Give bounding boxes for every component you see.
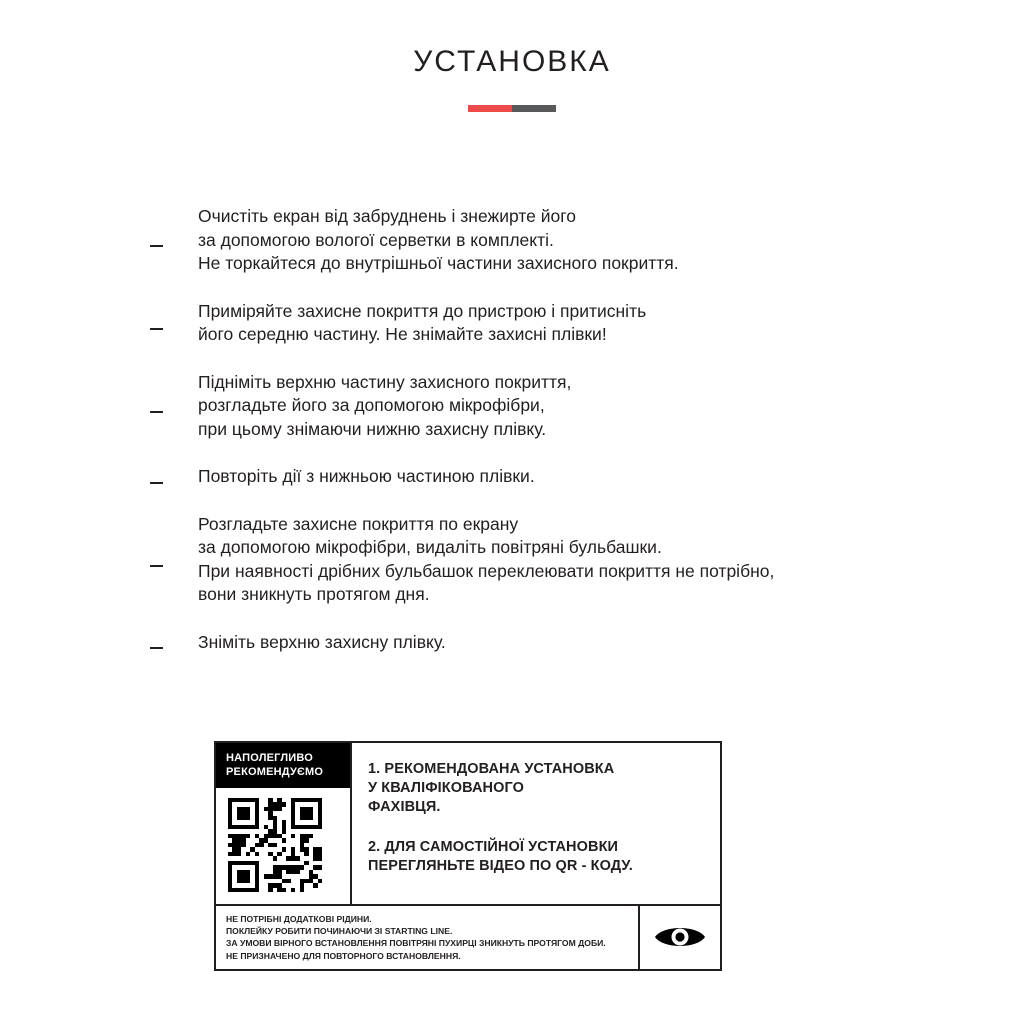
status-badge (216, 743, 350, 788)
recommendation-card (214, 741, 722, 971)
list-item (150, 371, 990, 442)
title-underline (468, 105, 556, 112)
step-line: його середню частину. Не знімайте захисні плівки! (198, 324, 607, 344)
recommendation-text-1: 1. РЕКОМЕНДОВАНА УСТАНОВКА У КВАЛІФІКОВАНОГО ФАХІВЦЯ. (368, 761, 615, 815)
step-marker (150, 229, 198, 251)
eye-icon (653, 922, 707, 952)
step-text (198, 465, 990, 489)
step-line: При наявності дрібних бульбашок переклеювати покриття не потрібно, (198, 560, 775, 581)
step-line: вони зникнуть протягом дня. (198, 584, 430, 604)
card-qr-column (216, 743, 352, 904)
card-text-column (352, 743, 720, 904)
page-title: УСТАНОВКА (413, 45, 611, 78)
card-top-section (216, 743, 720, 906)
step-marker (150, 631, 198, 653)
list-item (150, 205, 990, 276)
step-line: Приміряйте захисне покриття до пристрою і притисніть (198, 300, 647, 321)
qr-code-icon[interactable] (228, 798, 322, 892)
step-line: Розгладьте захисне покриття по екрану (198, 513, 519, 534)
step-line: Підніміть верхню частину захисного покриття, (198, 371, 572, 392)
fineprint-block (216, 906, 640, 969)
steps-list (150, 205, 990, 678)
step-line: при цьому знімаючи нижню захисну плівку. (198, 418, 547, 439)
step-text (198, 371, 990, 442)
step-marker (150, 466, 198, 488)
list-item (150, 513, 990, 607)
list-item (150, 631, 990, 655)
step-marker (150, 395, 198, 417)
step-line: розгладьте його за допомогою мікрофібри, (198, 395, 545, 415)
list-item (150, 465, 990, 489)
fineprint-line: ЗА УМОВИ ВІРНОГО ВСТАНОВЛЕННЯ ПОВІТРЯНІ ПУХИРЦІ ЗНИКНУТЬ ПРОТЯГОМ ДОБИ. (226, 938, 606, 949)
step-line: Очистіть екран від забруднень і знежирте його (198, 206, 576, 226)
fineprint-line: НЕ ПОТРІБНІ ДОДАТКОВІ РІДИНИ. (226, 914, 372, 924)
step-line: Зніміть верхню захисну плівку. (198, 631, 446, 652)
step-line: за допомогою мікрофібри, видаліть повітряні бульбашки. (198, 537, 662, 557)
fineprint-line: ПОКЛЕЙКУ РОБИТИ ПОЧИНАЮЧИ ЗІ STARTING LINE. (226, 926, 453, 937)
list-item (150, 300, 990, 347)
step-line: Не торкайтеся до внутрішньої частини захисного покриття. (198, 253, 679, 273)
step-marker (150, 549, 198, 571)
fineprint-line: НЕ ПРИЗНАЧЕНО ДЛЯ ПОВТОРНОГО ВСТАНОВЛЕННЯ. (226, 950, 461, 961)
step-line: Повторіть дії з нижньою частиною плівки. (198, 466, 535, 486)
title-underline-red (468, 105, 512, 112)
step-line: за допомогою вологої серветки в комплекті. (198, 229, 554, 250)
step-text (198, 631, 990, 655)
badge-line-2: РЕКОМЕНДУЄМО (226, 766, 324, 778)
step-text (198, 300, 990, 347)
eye-icon-box (640, 906, 720, 969)
card-bottom-section (216, 906, 720, 969)
badge-line-1: НАПОЛЕГЛИВО (226, 752, 313, 764)
step-text (198, 205, 990, 276)
step-text (198, 513, 990, 607)
recommendation-text-2: 2. ДЛЯ САМОСТІЙНОЇ УСТАНОВКИ ПЕРЕГЛЯНЬТЕ ВІДЕО ПО QR - КОДУ. (368, 839, 633, 874)
title-underline-gray (512, 105, 556, 112)
step-marker (150, 312, 198, 334)
qr-wrapper (216, 788, 350, 904)
